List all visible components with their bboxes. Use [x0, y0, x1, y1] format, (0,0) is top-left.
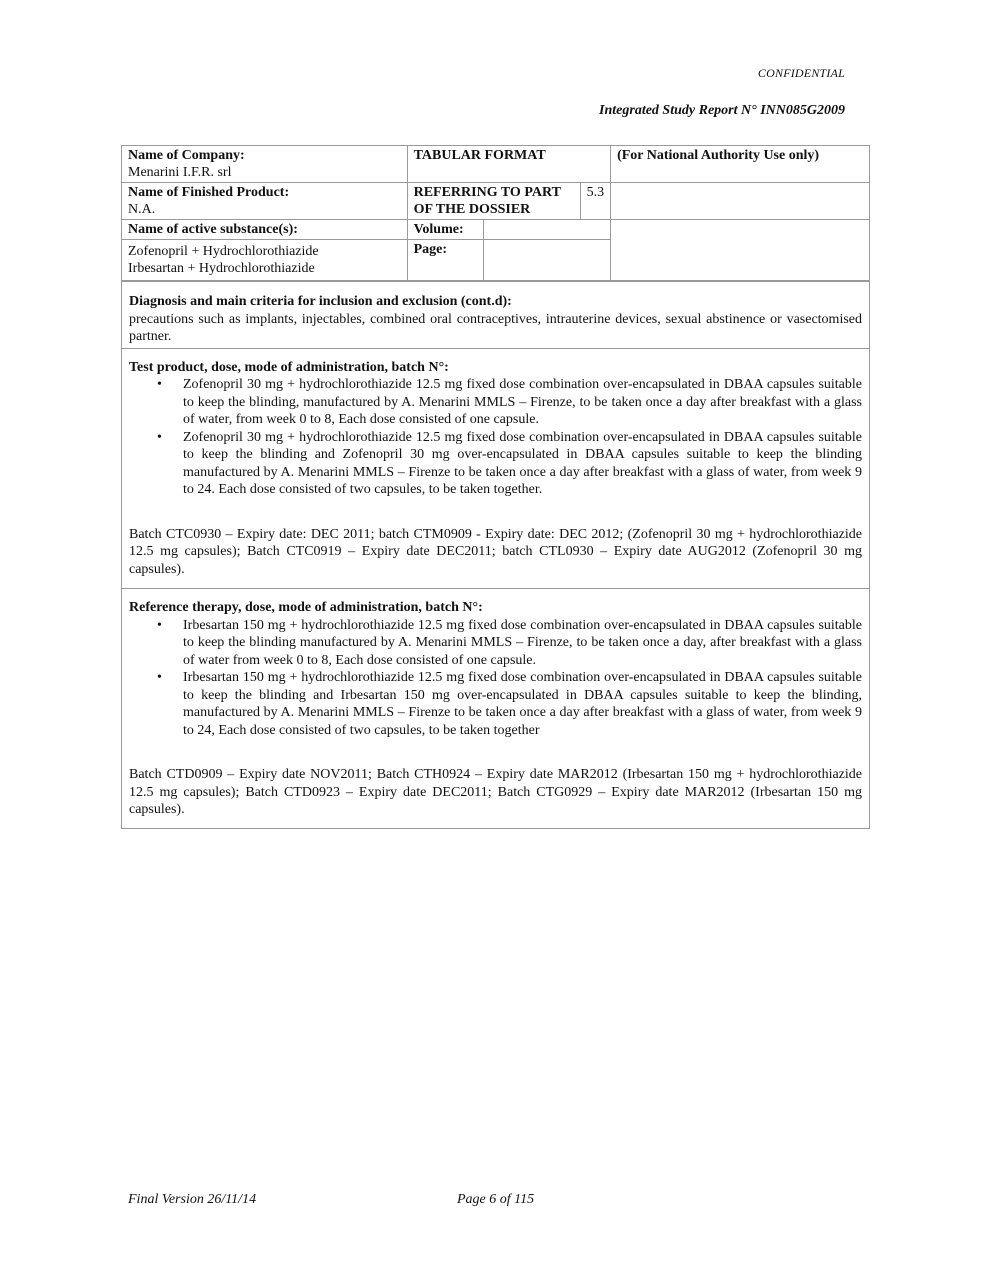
- list-item: • Zofenopril 30 mg + hydrochlorothiazide 12.5 mg fixed dose combination over-encapsulated in DBAA capsules suitable to keep the blinding and Zofenopril 30 mg over-encapsulated in DBAA capsules suitable to keep the blinding manufactured by A. Menarini MMLS – Firenze to be taken once a day after breakfast with a glass of water, from week 9 to 24. Each dose consisted of two capsules, to be taken together.: [183, 429, 862, 499]
- empty-cell-2: [611, 220, 869, 281]
- company-label: Name of Company:: [128, 148, 245, 163]
- footer-page-number: Page 6 of 115: [457, 1192, 535, 1207]
- substance-value-cell: [122, 240, 407, 281]
- empty-cell-1: [611, 183, 869, 220]
- volume-value: [484, 220, 611, 240]
- page-value: [484, 240, 611, 281]
- referring-value: 5.3: [586, 185, 605, 200]
- reference-therapy-batch: Batch CTD0909 – Expiry date NOV2011; Batch CTH0924 – Expiry date MAR2012 (Irbesartan 150 mg + hydrochlorothiazide 12.5 mg capsules); Batch CTD0923 – Expiry date DEC2011; Batch CTG0929 – Expiry date MAR2012 (Irbesartan 150 mg capsules).: [129, 767, 862, 817]
- reference-therapy-section: [122, 588, 869, 828]
- test-product-list: [129, 376, 862, 499]
- footer-version: Final Version 26/11/14: [128, 1192, 257, 1207]
- confidential-label: CONFIDENTIAL: [757, 66, 845, 80]
- test-product-batch: Batch CTC0930 – Expiry date: DEC 2011; batch CTM0909 - Expiry date: DEC 2012; (Zofenopril 30 mg + hydrochlorothiazide 12.5 mg capsules); Batch CTC0919 – Expiry date DEC2011; batch CTL0930 – Expiry date AUG2012 (Zofenopril 30 mg capsules).: [129, 526, 862, 577]
- national-authority-cell: (For National Authority Use only): [611, 146, 869, 183]
- reference-therapy-title: Reference therapy, dose, mode of administration, batch N°:: [129, 600, 483, 615]
- substance-value-1: Zofenopril + Hydrochlorothiazide: [128, 244, 319, 259]
- company-value: Menarini I.F.R. srl: [128, 165, 232, 180]
- substance-value-2: Irbesartan + Hydrochlorothiazide: [128, 261, 315, 276]
- referring-label: REFERRING TO PART OF THE DOSSIER: [408, 183, 581, 219]
- company-cell: [122, 146, 407, 183]
- list-item: • Irbesartan 150 mg + hydrochlorothiazide 12.5 mg fixed dose combination over-encapsulated in DBAA capsules suitable to keep the blinding and Irbesartan 150 mg over-encapsulated in DBAA capsules suitable to keep the blinding, manufactured by A. Menarini MMLS – Firenze to be taken once a day after breakfast with a glass of water, from week 9 to 24, Each dose consisted of two capsules, to be taken together: [183, 669, 862, 739]
- product-label: Name of Finished Product:: [128, 185, 290, 200]
- substance-label: Name of active substance(s):: [122, 220, 407, 240]
- diagnosis-text: precautions such as implants, injectables, combined oral contraceptives, intrauterine devices, sexual abstinence or vasectomised partner.: [129, 311, 862, 344]
- test-product-section: [122, 348, 869, 589]
- list-item: • Zofenopril 30 mg + hydrochlorothiazide 12.5 mg fixed dose combination over-encapsulated in DBAA capsules suitable to keep the blinding, manufactured by A. Menarini MMLS – Firenze, to be taken once a day after breakfast with a glass of water, from week 0 to 8, Each dose consisted of one capsule.: [183, 376, 862, 429]
- page-label: Page:: [407, 240, 484, 281]
- diagnosis-section: [122, 281, 869, 348]
- tabular-format-cell: TABULAR FORMAT: [407, 146, 611, 183]
- reference-therapy-list: [129, 617, 862, 740]
- tabular-frame: [121, 145, 870, 829]
- volume-label: Volume:: [407, 220, 484, 240]
- product-cell: [122, 183, 407, 220]
- list-item: • Irbesartan 150 mg + hydrochlorothiazide 12.5 mg fixed dose combination over-encapsulated in DBAA capsules suitable to keep the blinding manufactured by A. Menarini MMLS – Firenze, to be taken once a day, after breakfast with a glass of water from week 0 to 8, Each dose consisted of one capsule.: [183, 617, 862, 670]
- referring-cell: [407, 183, 611, 220]
- header-table: [122, 146, 869, 281]
- test-product-title: Test product, dose, mode of administration, batch N°:: [129, 359, 449, 375]
- report-title: Integrated Study Report N° INN085G2009: [599, 103, 845, 118]
- diagnosis-title: Diagnosis and main criteria for inclusion and exclusion (cont.d):: [129, 294, 512, 309]
- product-value: N.A.: [128, 202, 156, 217]
